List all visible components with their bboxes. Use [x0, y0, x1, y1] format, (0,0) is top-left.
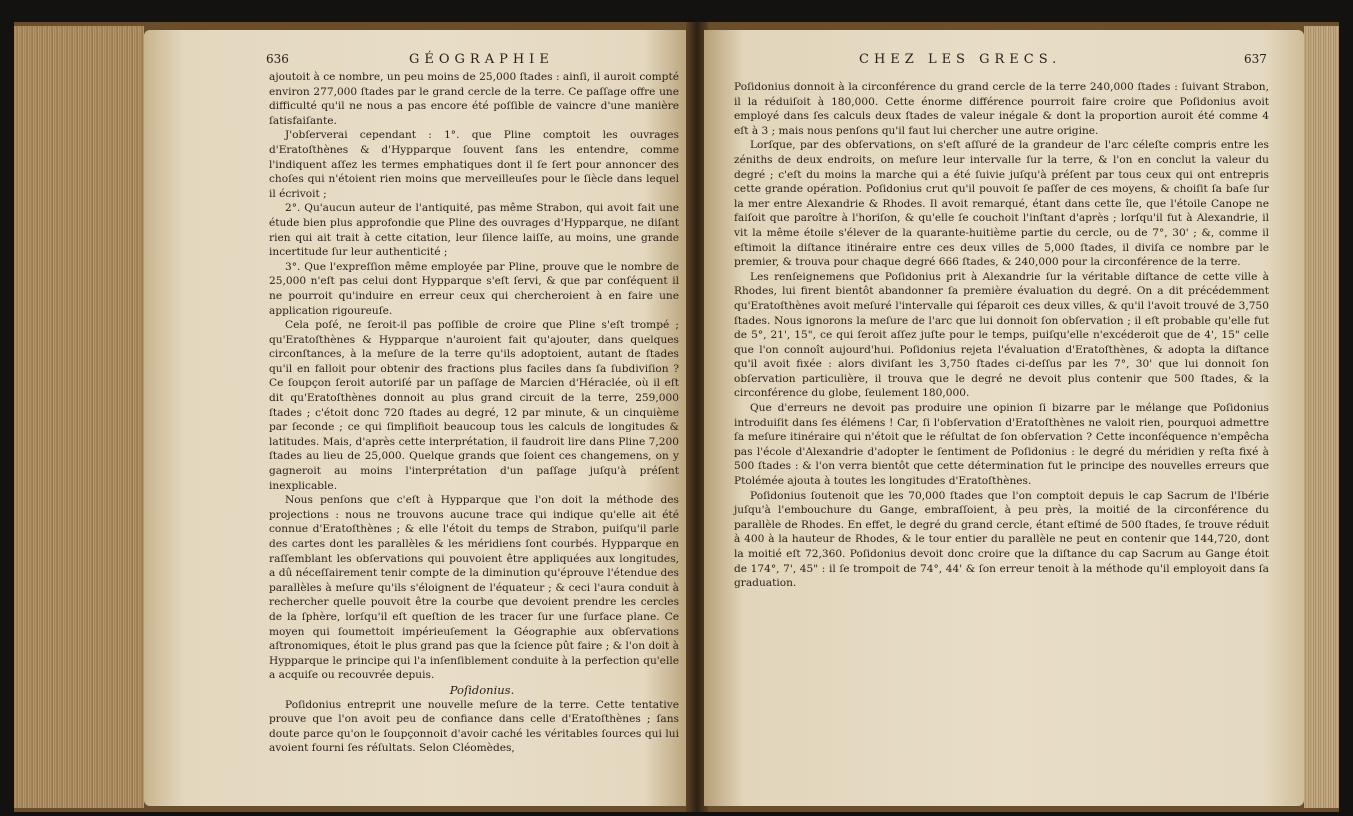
page-body — [734, 80, 1269, 591]
running-head: CHEZ LES GRECS. — [859, 52, 1062, 67]
paragraph: J'obſerverai cependant : 1°. que Pline comptoit les ouvrages d'Eratoſthènes & d'Hypparque ſouvent ſans les entendre, comme l'indiquent aſſez les termes emphatiques dont il ſe ſert pour annoncer des choſes qui n'étoient rien moins que merveilleuſes pour le ſiècle dans lequel il écrivoit ; — [269, 129, 679, 200]
paragraph: Cela poſé, ne ſeroit-il pas poſſible de croire que Pline s'eſt trompé ; qu'Eratoſthènes & Hypparque n'auroient fait qu'ajouter, dans quelques circonſtances, à la meſure de la terre qu'ils adoptoient, autant de ſtades qu'il en falloit pour obtenir des fractions plus faciles dans ſa ſubdiviſion ? Ce ſoupçon ſeroit autoriſé par un paſſage de Marcien d'Héraclée, où il eſt dit qu'Eratoſthènes donnoit au plus grand circuit de la terre, 259,000 ſtades ; c'étoit donc 720 ſtades au degré, 12 par minute, & un cinquième par ſeconde ; ce qui ſimplifioit beaucoup tous les calculs de longitudes & latitudes. Mais, d'après cette interprétation, il faudroit lire dans Pline 7,200 ſtades au lieu de 25,000. Quelque grands que ſoient ces changemens, on y gagneroit au moins l'interprétation d'un paſſage juſqu'à préſent inexplicable. — [269, 319, 679, 492]
paragraph: 2°. Qu'aucun auteur de l'antiquité, pas même Strabon, qui avoit fait une étude bien plus approfondie que Pline des ouvrages d'Hypparque, ne diſant rien qui ait trait à cette citation, leur ſilence laiſſe, au moins, une grande incertitude ſur leur authenticité ; — [269, 202, 679, 259]
open-book — [14, 22, 1339, 812]
page-edges-left — [14, 26, 144, 808]
paragraph: Poſidonius ſoutenoit que les 70,000 ſtades que l'on comptoit depuis le cap Sacrum de l'Ibérie juſqu'à l'embouchure du Gange, embraſſoient, à peu près, la moitié de la circonférence du parallèle de Rhodes. En effet, le degré du grand cercle, étant eſtimé de 500 ſtades, ſe trouve réduit à 400 à la hauteur de Rhodes, & le tour entier du parallèle ne peut en contenir que 144,720, dont la moitié eſt 72,360. Poſidonius devoit donc croire que la diſtance du cap Sacrum au Gange étoit de 174°, 7', 45" : il ſe trompoit de 74°, 44' & ſon erreur tenoit à la méthode qu'il employoit dans ſa graduation. — [734, 489, 1269, 590]
page-number: 637 — [1244, 52, 1267, 66]
section-subheading: Poſidonius. — [449, 682, 515, 697]
right-page — [704, 30, 1304, 806]
paragraph: ajoutoit à ce nombre, un peu moins de 25,000 ſtades : ainſi, il auroit compté environ 277,000 ſtades par le grand cercle de la terre. Ce paſſage offre une difficulté qu'il ne nous a pas encore été poſſible de vaincre d'une manière ſatisfaiſante. — [269, 71, 679, 127]
page-edges-right — [1304, 26, 1339, 808]
page-number: 636 — [266, 52, 289, 66]
paragraph: 3°. Que l'expreſſion même employée par Pline, prouve que le nombre de 25,000 n'eſt pas celui dont Hypparque s'eſt ſervi, & que par conſéquent il ne pourroit qu'induire en erreur ceux qui chercheroient à en faire une application rigoureuſe. — [269, 260, 679, 317]
paragraph: Lorſque, par des obſervations, on s'eſt aſſuré de la grandeur de l'arc céleſte compris entre les zéniths de deux endroits, on meſure leur intervalle ſur la terre, & l'on en conclut la valeur du degré ; c'eſt du moins la marche qui a été ſuivie juſqu'à préſent par tous ceux qui ont entrepris cette grande opération. Poſidonius crut qu'il pouvoit ſe paſſer de ces moyens, & choiſit ſa baſe ſur la mer entre Alexandrie & Rhodes. Il avoit remarqué, étant dans cette île, que l'étoile Canope ne faiſoit que paroître à l'horiſon, & qu'elle ſe couchoit l'inſtant d'après ; lorſqu'il fut à Alexandrie, il vit la même étoile s'élever de la quarante-huitième partie du cercle, ou de 7°, 30' ; &, comme il eſtimoit la diſtance itinéraire entre ces deux villes de 5,000 ſtades, il diviſa ce nombre par le premier, & trouva pour chaque degré 666 ſtades, & 240,000 pour la circonférence de la terre. — [734, 139, 1269, 269]
running-head: GÉOGRAPHIE — [409, 52, 554, 67]
paragraph: Nous penſons que c'eſt à Hypparque que l'on doit la méthode des projections : nous ne trouvons aucune trace qui indique qu'elle ait été connue d'Eratoſthènes ; & elle l'étoit du temps de Strabon, puiſqu'il parle des cartes dont les parallèles & les méridiens ſont courbés. Hypparque en raſſemblant les obſervations qui pouvoient être appliquées aux longitudes, a dû néceſſairement tenir compte de la diminution qu'éprouve l'étendue des parallèles à meſure qu'ils s'éloignent de l'équateur ; & ceci l'aura conduit à rechercher quelle pouvoit être la courbe que devoient prendre les cercles de la ſphère, lorſqu'il eſt queſtion de les tracer ſur une ſurface plane. Ce moyen qui ſoumettoit impérieuſement la Géographie aux obſervations aſtronomiques, étoit le plus grand pas que la ſcience pût faire ; & l'on doit à Hypparque le principe qui l'a inſenſiblement conduite à la perfection qu'elle a acquiſe ou recouvrée depuis. — [269, 494, 679, 682]
page-body — [269, 70, 679, 756]
paragraph: Que d'erreurs ne devoit pas produire une opinion ſi bizarre par le mélange que Poſidonius introduiſit dans ſes élémens ! Car, ſi l'obſervation d'Eratoſthènes ne valoit rien, pourquoi admettre ſa meſure itinéraire qui n'étoit que le réſultat de ſon obſervation ? Cette inconſéquence n'empêcha pas l'école d'Alexandrie d'adopter le ſentiment de Poſidonius : le degré du méridien y reſta fixé à 500 ſtades : & l'on verra bientôt que cette détermination fut le principe des nouvelles erreurs que Ptolémée ajouta à toutes les longitudes d'Eratoſthènes. — [734, 402, 1269, 488]
paragraph: Les renſeignemens que Poſidonius prit à Alexandrie ſur la véritable diſtance de cette ville à Rhodes, lui firent bientôt abandonner ſa première évaluation du degré. On a dit précédemment qu'Eratoſthènes avoit meſuré l'intervalle qui ſéparoit ces deux villes, & qu'il l'avoit trouvé de 3,750 ſtades. Nous ignorons la meſure de l'arc que lui donnoit ſon obſervation ; il eſt probable qu'elle fut de 5°, 21', 15", ce qui ſeroit aſſez juſte pour le temps, puiſqu'elle n'excéderoit que de 4', 15" celle que l'on connoît aujourd'hui. Poſidonius rejeta l'évaluation d'Eratoſthènes, & adopta la diſtance qu'il avoit fixée : alors diviſant les 3,750 ſtades ci-deſſus par les 7°, 30' que lui donnoit ſon obſervation particulière, il trouva que le degré ne devoit plus contenir que 500 ſtades, & la circonférence du globe, ſeulement 180,000. — [734, 270, 1269, 400]
paragraph: Poſidonius donnoit à la circonférence du grand cercle de la terre 240,000 ſtades : ſuivant Strabon, il la réduiſoit à 180,000. Cette énorme différence pourroit faire croire que Poſidonius avoit employé dans ſes calculs deux ſtades de valeur inégale & dont la proportion auroit été comme 4 eſt à 3 ; mais nous penſons qu'il faut lui chercher une autre origine. — [734, 81, 1269, 137]
paragraph: Poſidonius entreprit une nouvelle meſure de la terre. Cette tentative prouve que l'on avoit peu de confiance dans celle d'Eratoſthènes ; ſans doute parce qu'on le ſoupçonnoit d'avoir caché les véritables ſources qui lui avoient fourni ſes réſultats. Selon Cléomèdes, — [269, 698, 679, 755]
left-page — [144, 30, 689, 806]
